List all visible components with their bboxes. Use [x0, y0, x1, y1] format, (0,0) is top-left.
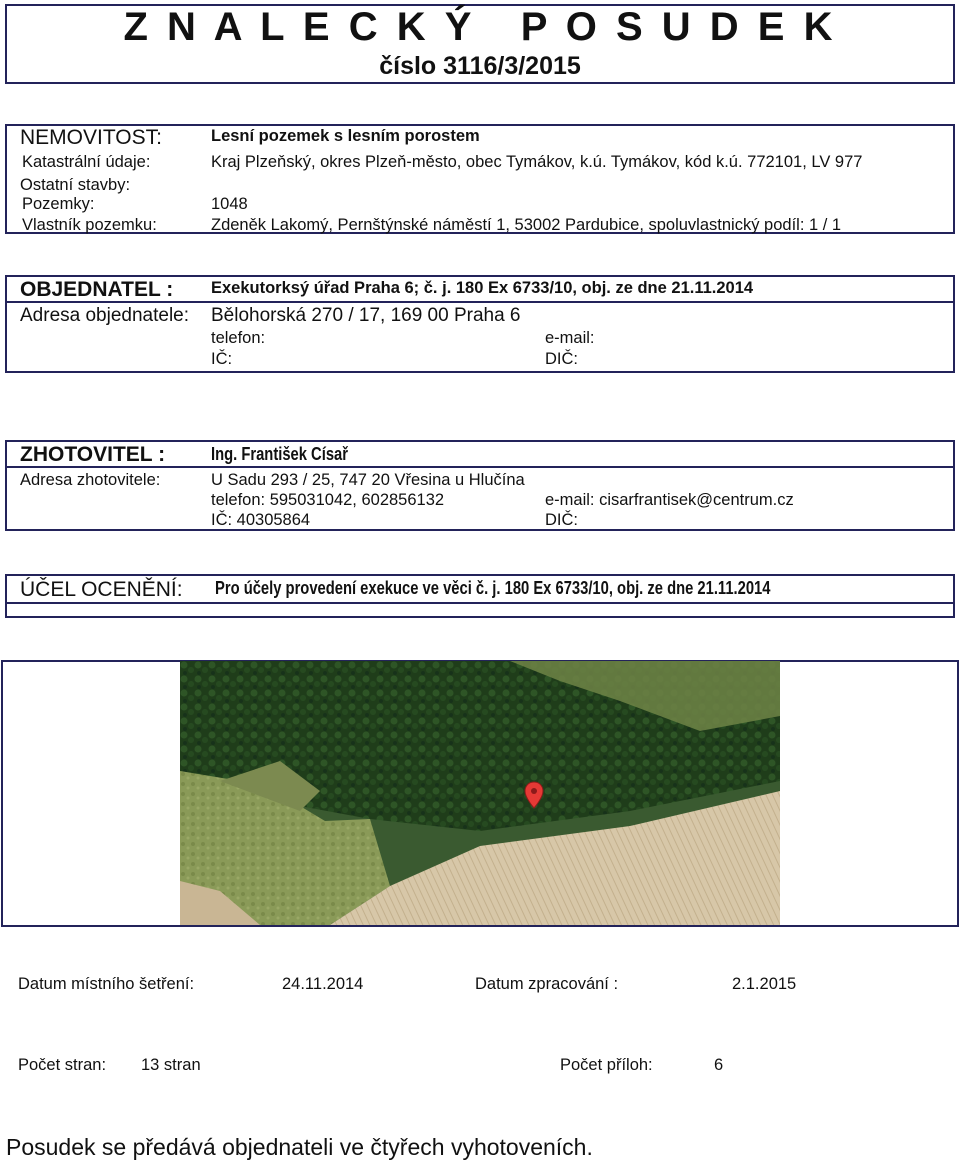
contractor-address-label: Adresa zhotovitele: [20, 471, 161, 489]
page-count-label: Počet stran: [18, 1056, 107, 1074]
contractor-name: Ing. František Císař [211, 444, 348, 464]
orderer-dic: DIČ: [545, 350, 578, 368]
inspection-date-value: 24.11.2014 [282, 975, 364, 993]
orderer-email: e-mail: [545, 329, 595, 347]
aerial-map [180, 661, 780, 925]
property-heading: NEMOVITOST: [20, 126, 162, 149]
other-buildings-label: Ostatní stavby: [20, 176, 131, 194]
purpose-heading: ÚČEL OCENĚNÍ: [20, 578, 183, 601]
orderer-ic: IČ: [211, 350, 233, 368]
contractor-ic: IČ: 40305864 [211, 511, 311, 529]
orderer-address-label: Adresa objednatele: [20, 305, 190, 326]
page-count-value: 13 stran [141, 1056, 201, 1074]
orderer-heading: OBJEDNATEL : [20, 278, 174, 301]
contractor-heading: ZHOTOVITEL : [20, 443, 166, 466]
orderer-name: Exekutorksý úřad Praha 6; č. j. 180 Ex 6733/10, obj. ze dne 21.11.2014 [211, 279, 754, 297]
parcels-value: 1048 [211, 195, 248, 213]
orderer-phone: telefon: [211, 329, 266, 347]
footer-note: Posudek se předává objednateli ve čtyřech vyhotoveních. [6, 1134, 593, 1160]
attachment-count-value: 6 [714, 1056, 724, 1074]
purpose-divider [5, 602, 955, 604]
parcels-label: Pozemky: [22, 195, 95, 213]
inspection-date-label: Datum místního šetření: [18, 975, 195, 993]
document-number: číslo 3116/3/2015 [379, 52, 581, 80]
document-title: Z N A L E C K Ý P O S U D E K [123, 5, 837, 49]
processing-date-label: Datum zpracování : [475, 975, 619, 993]
purpose-text: Pro účely provedení exekuce ve věci č. j. 180 Ex 6733/10, obj. ze dne 21.11.2014 [215, 578, 771, 598]
contractor-email: e-mail: cisarfrantisek@centrum.cz [545, 491, 794, 509]
contractor-address: U Sadu 293 / 25, 747 20 Vřesina u Hlučína [211, 471, 525, 489]
cadastral-label: Katastrální údaje: [22, 153, 151, 171]
contractor-dic: DIČ: [545, 511, 578, 529]
contractor-phone: telefon: 595031042, 602856132 [211, 491, 445, 509]
attachment-count-label: Počet příloh: [560, 1056, 653, 1074]
orderer-address: Bělohorská 270 / 17, 169 00 Praha 6 [211, 305, 521, 326]
property-name: Lesní pozemek s lesním porostem [211, 127, 480, 145]
cadastral-value: Kraj Plzeňský, okres Plzeň-město, obec Tymákov, k.ú. Tymákov, kód k.ú. 772101, LV 977 [211, 153, 863, 171]
processing-date-value: 2.1.2015 [732, 975, 797, 993]
owner-label: Vlastník pozemku: [22, 216, 157, 234]
owner-value: Zdeněk Lakomý, Pernštýnské náměstí 1, 53002 Pardubice, spoluvlastnický podíl: 1 / 1 [211, 216, 842, 234]
